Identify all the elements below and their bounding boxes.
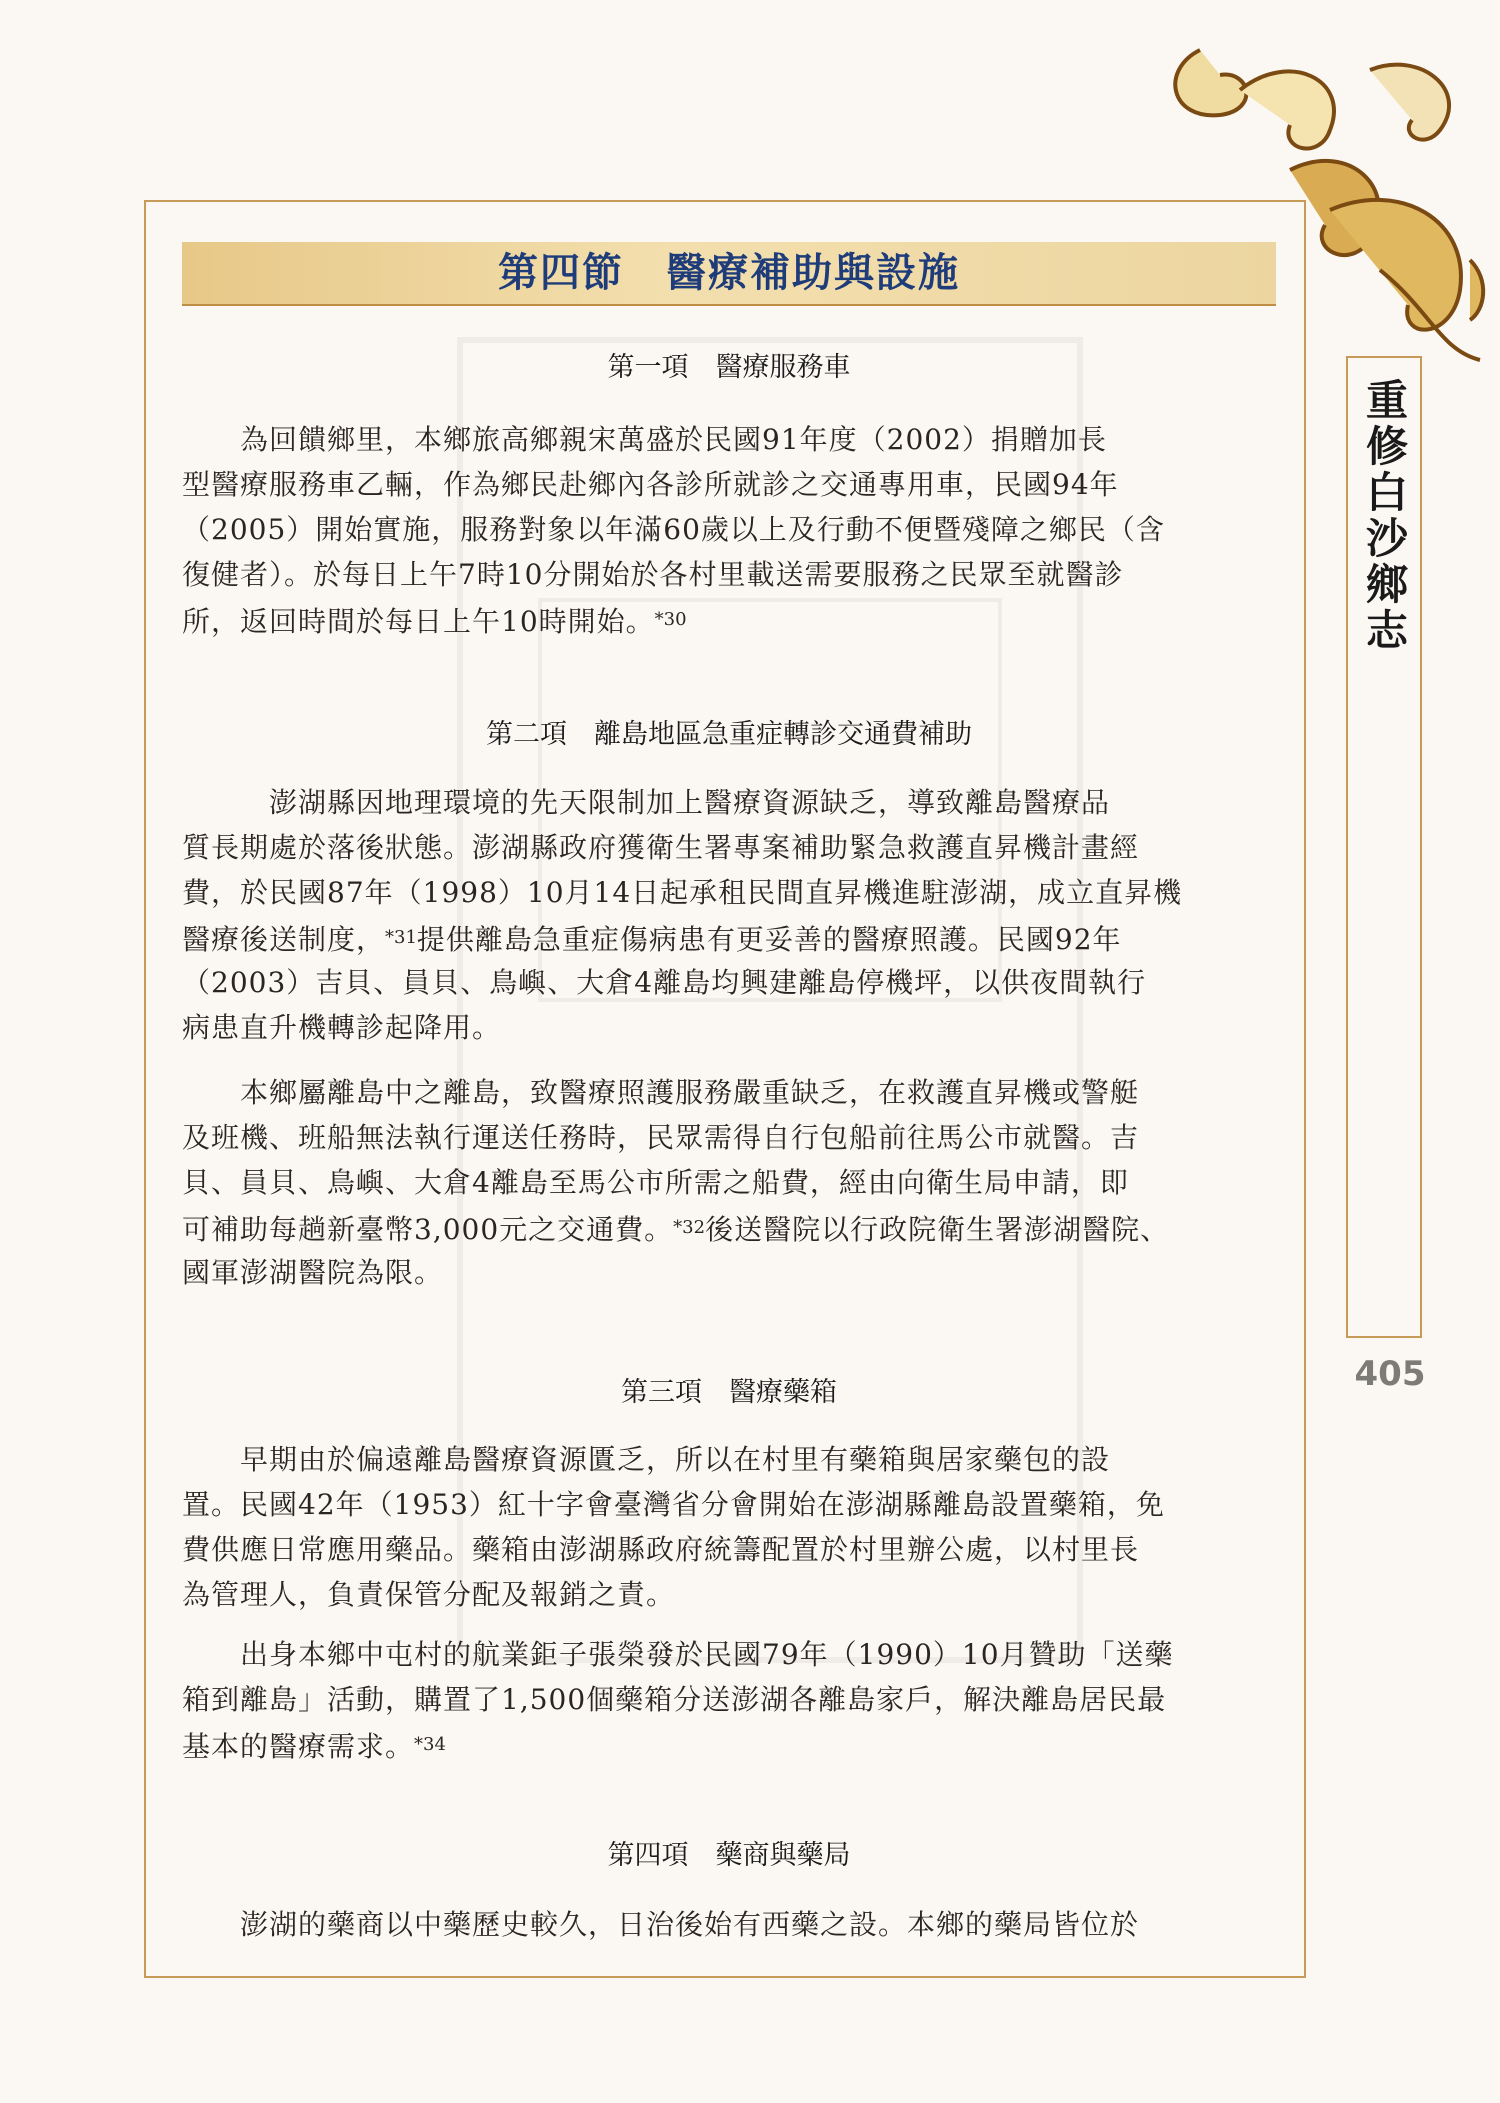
text-line: 出身本鄉中屯村的航業鉅子張榮發於民國79年（1990）10月贊助「送藥 [182,1638,1174,1671]
section-2-paragraph-1 [182,780,1276,1050]
text-fragment: 可補助每趟新臺幣3,000元之交通費。 [182,1213,674,1246]
section-heading-2: 第二項 離島地區急重症轉診交通費補助 [486,719,972,750]
section-heading-4: 第四項 藥商與藥局 [607,1840,851,1871]
text-line: 費，於民國87年（1998）10月14日起承租民間直昇機進駐澎湖，成立直昇機 [182,876,1183,909]
footnote-marker: *30 [654,609,687,630]
section-1-paragraph-1 [182,417,1276,642]
text-line: （2005）開始實施，服務對象以年滿60歲以上及行動不便暨殘障之鄉民（含 [182,513,1165,546]
text-line: 置。民國42年（1953）紅十字會臺灣省分會開始在澎湖縣離島設置藥箱，免 [182,1488,1165,1521]
text-line: 為回饋鄉里，本鄉旅高鄉親宋萬盛於民國91年度（2002）捐贈加長 [182,423,1107,456]
text-line [182,915,1276,960]
text-line: 及班機、班船無法執行運送任務時，民眾需得自行包船前往馬公市就醫。吉 [182,1121,1140,1154]
chapter-title: 第四節 醫療補助與設施 [498,249,960,296]
text-line: 型醫療服務車乙輛，作為鄉民赴鄉內各診所就診之交通專用車，民國94年 [182,468,1119,501]
text-fragment: 所，返回時間於每日上午10時開始。 [182,605,655,638]
text-line: 國軍澎湖醫院為限。 [182,1256,444,1289]
text-line: 箱到離島」活動，購置了1,500個藥箱分送澎湖各離島家戶，解決離島居民最 [182,1683,1167,1716]
text-line: 澎湖縣因地理環境的先天限制加上醫療資源缺乏，導致離島醫療品 [182,786,1111,819]
text-line [182,1205,1276,1250]
text-line: 復健者）。於每日上午7時10分開始於各村里載送需要服務之民眾至就醫診 [182,558,1124,591]
text-fragment: 基本的醫療需求。 [182,1730,415,1763]
section-4-paragraph-1 [182,1902,1276,1947]
footnote-marker: *34 [414,1734,446,1755]
section-3-paragraph-1 [182,1437,1276,1617]
text-line: （2003）吉貝、員貝、鳥嶼、大倉4離島均興建離島停機坪，以供夜間執行 [182,966,1147,999]
section-heading-1: 第一項 醫療服務車 [607,352,851,383]
text-line: 澎湖的藥商以中藥歷史較久，日治後始有西藥之設。本鄉的藥局皆位於 [182,1908,1140,1941]
text-line: 病患直升機轉診起降用。 [182,1011,502,1044]
footnote-marker: *32 [673,1217,706,1238]
page-number: 405 [1354,1354,1426,1394]
text-line [182,1722,1276,1767]
section-2-paragraph-2 [182,1070,1276,1295]
footnote-marker: *31 [385,927,417,948]
text-line: 為管理人，負責保管分配及報銷之責。 [182,1578,676,1611]
text-line: 貝、員貝、鳥嶼、大倉4離島至馬公市所需之船費，經由向衛生局申請，即 [182,1166,1129,1199]
text-fragment: 醫療後送制度， [182,923,386,956]
text-line: 質長期處於落後狀態。澎湖縣政府獲衛生署專案補助緊急救護直昇機計畫經 [182,831,1140,864]
text-line: 本鄉屬離島中之離島，致醫療照護服務嚴重缺乏，在救護直昇機或警艇 [182,1076,1140,1109]
text-line [182,597,1276,642]
text-line: 費供應日常應用藥品。藥箱由澎湖縣政府統籌配置於村里辦公處，以村里長 [182,1533,1140,1566]
book-title-vertical: 重修白沙鄉志 [1360,378,1409,654]
section-heading-3: 第三項 醫療藥箱 [621,1377,837,1408]
section-3-paragraph-2 [182,1632,1276,1767]
text-fragment: 後送醫院以行政院衛生署澎湖醫院、 [705,1213,1170,1246]
text-line: 早期由於偏遠離島醫療資源匱乏，所以在村里有藥箱與居家藥包的設 [182,1443,1111,1476]
text-fragment: 提供離島急重症傷病患有更妥善的醫療照護。民國92年 [416,923,1122,956]
